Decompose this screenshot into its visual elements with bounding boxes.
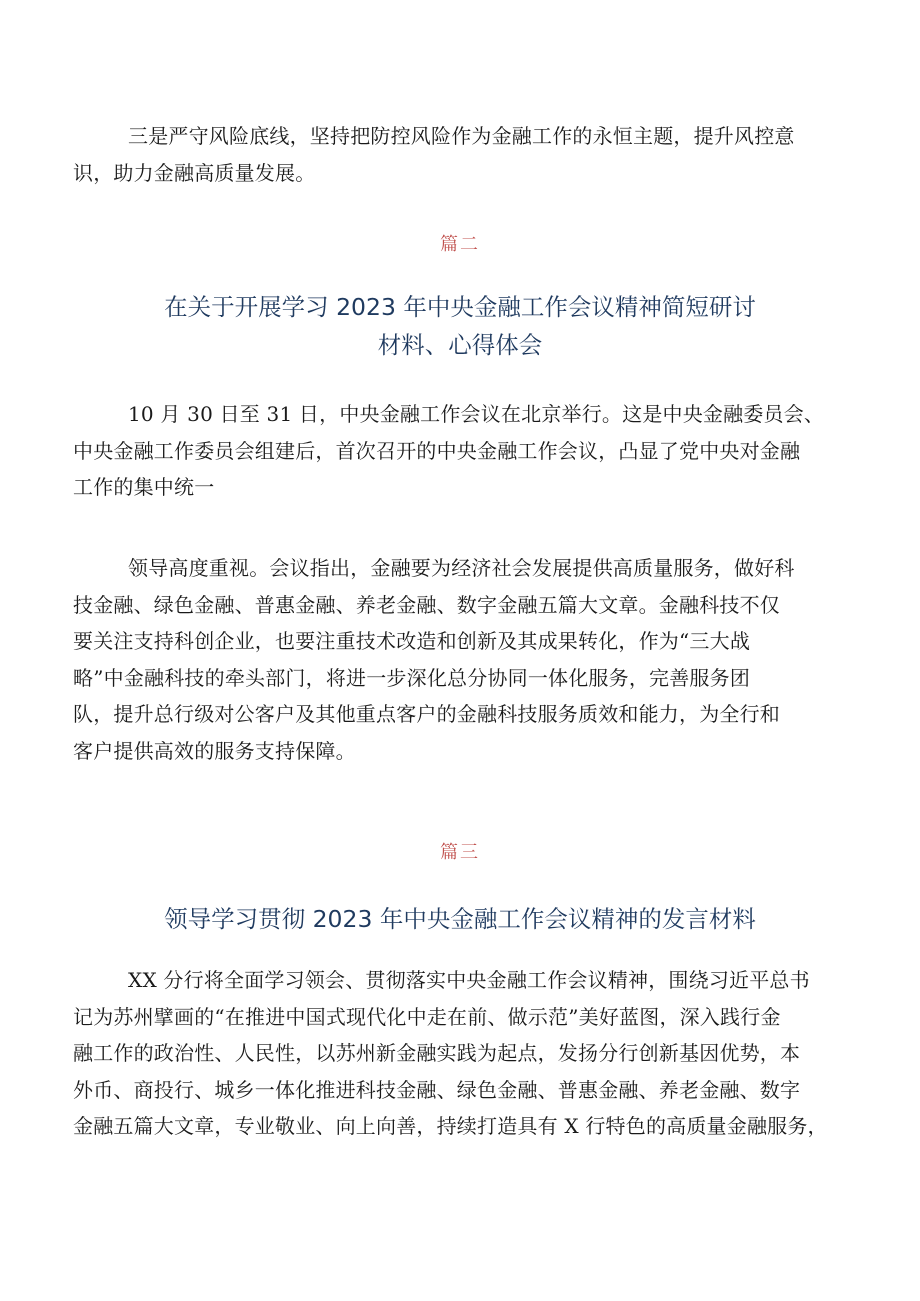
title-line: 领导学习贯彻 2023 年中央金融工作会议精神的发言材料 — [164, 905, 756, 933]
section-3-title — [0, 900, 920, 938]
text-line: 中央金融工作委员会组建后，首次召开的中央金融工作会议，凸显了党中央对金融 — [73, 438, 801, 463]
section-2-paragraph-1 — [73, 396, 863, 506]
text-line: 外币、商投行、城乡一体化推进科技金融、绿色金融、普惠金融、养老金融、数字 — [73, 1077, 801, 1102]
text-line: 客户提供高效的服务支持保障。 — [73, 738, 356, 763]
text-line: 要关注支持科创企业，也要注重技术改造和创新及其成果转化，作为“三大战 — [73, 629, 751, 653]
title-line: 在关于开展学习 2023 年中央金融工作会议精神简短研讨 — [164, 293, 756, 321]
section-2-paragraph-2 — [73, 550, 863, 769]
text-line: 识，助力金融高质量发展。 — [73, 160, 316, 185]
text-line: 记为苏州擘画的“在推进中国式现代化中走在前、做示范”美好蓝图，深入践行金 — [73, 1004, 781, 1029]
text-line: 队，提升总行级对公客户及其他重点客户的金融科技服务质效和能力，为全行和 — [73, 702, 780, 726]
section-2-title — [0, 288, 920, 364]
section-label-2: 篇二 — [440, 234, 480, 255]
text-line: 三是严守风险底线，坚持把防控风险作为金融工作的永恒主题，提升风控意 — [128, 124, 795, 148]
text-line: 工作的集中统一 — [73, 475, 215, 499]
section-label-3: 篇三 — [440, 842, 480, 863]
title-line: 材料、心得体会 — [377, 331, 543, 359]
text-line: 金融五篇大文章，专业敬业、向上向善，持续打造具有 X 行特色的高质量金融服务， — [73, 1114, 828, 1138]
text-line: 技金融、绿色金融、普惠金融、养老金融、数字金融五篇大文章。金融科技不仅 — [73, 592, 780, 617]
text-line: 融工作的政治性、人民性，以苏州新金融实践为起点，发扬分行创新基因优势，本 — [73, 1041, 801, 1065]
text-line: 领导高度重视。会议指出，金融要为经济社会发展提供高质量服务，做好科 — [128, 556, 795, 580]
section-3-paragraph-1 — [73, 962, 863, 1145]
text-line: 10 月 30 日至 31 日，中央金融工作会议在北京举行。这是中央金融委员会、 — [128, 402, 825, 426]
text-line: XX 分行将全面学习领会、贯彻落实中央金融工作会议精神，围绕习近平总书 — [128, 968, 810, 992]
text-line: 略”中金融科技的牵头部门，将进一步深化总分协同一体化服务，完善服务团 — [73, 665, 751, 690]
intro-paragraph — [73, 118, 863, 191]
